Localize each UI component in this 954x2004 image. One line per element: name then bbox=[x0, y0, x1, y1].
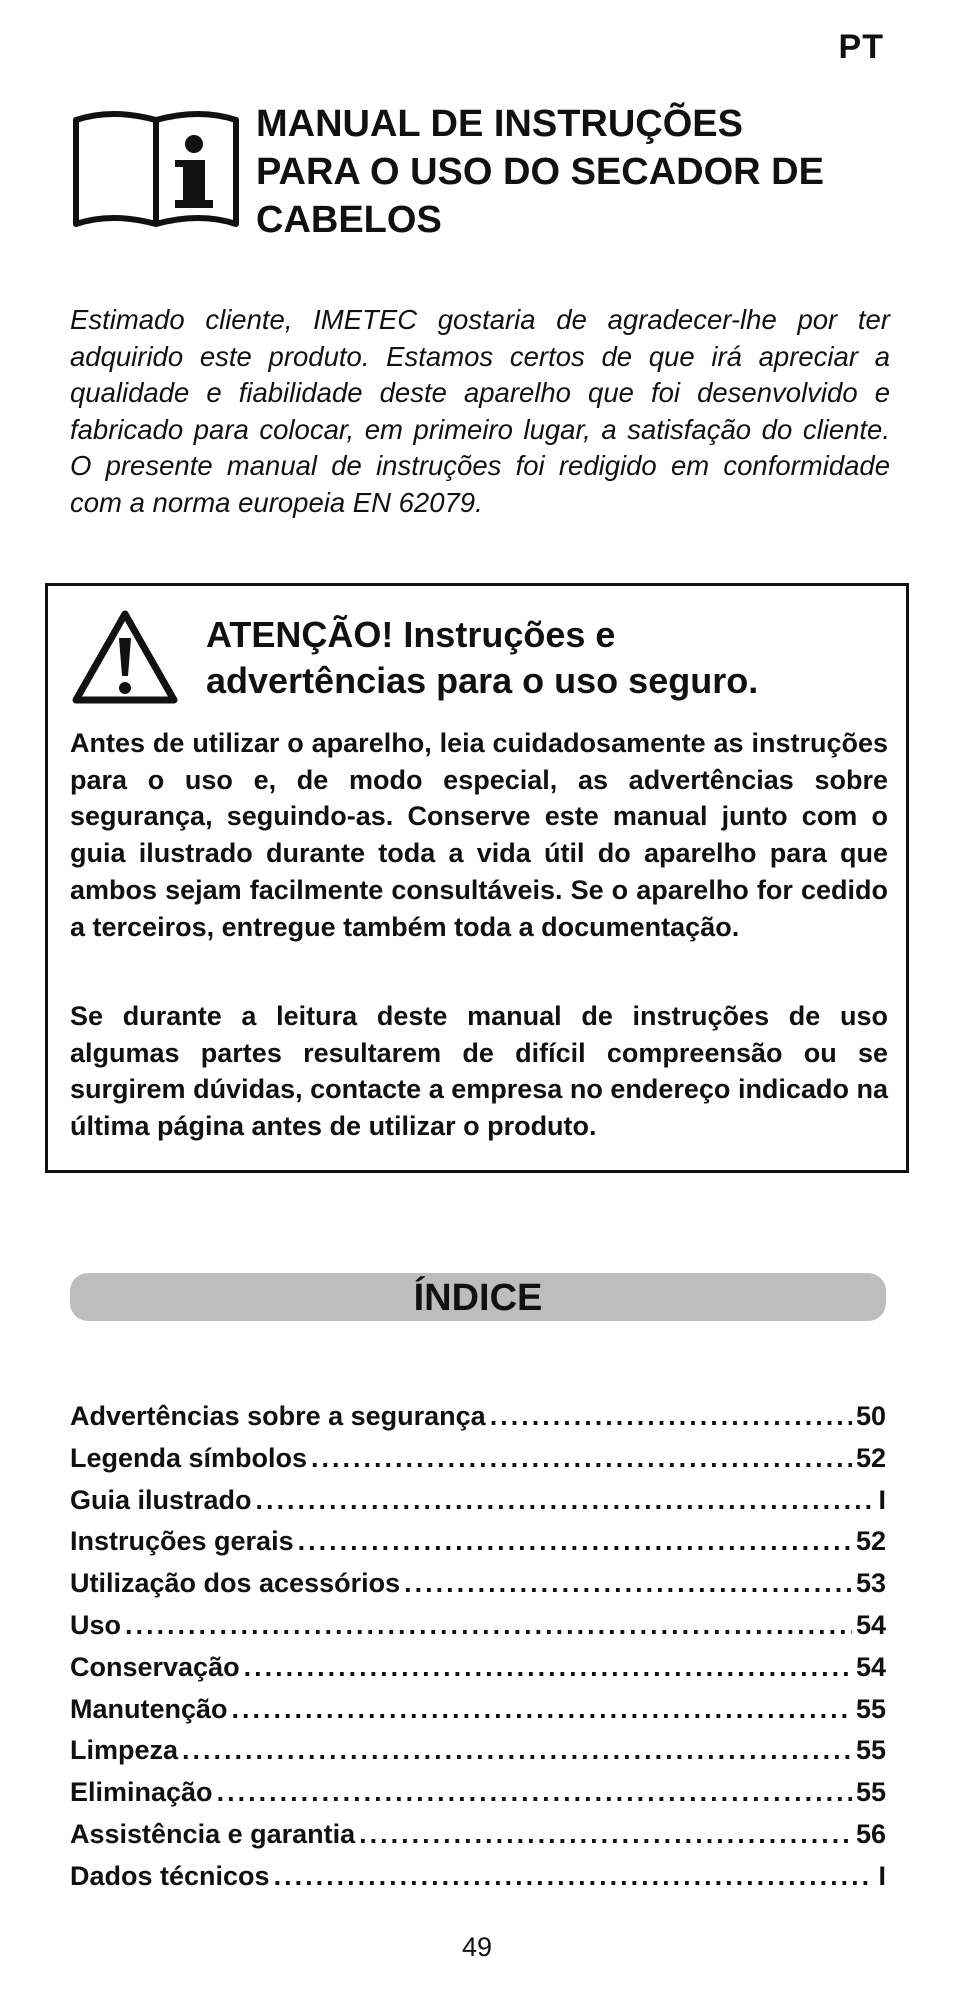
toc-item-label: Limpeza bbox=[70, 1735, 179, 1766]
toc-leader-dots bbox=[256, 1480, 875, 1522]
toc-item-page: 54 bbox=[855, 1651, 886, 1682]
warning-header bbox=[70, 608, 758, 708]
toc-item-label: Instruções gerais bbox=[70, 1526, 294, 1557]
toc-item-manutencao[interactable] bbox=[70, 1689, 886, 1731]
toc-leader-dots bbox=[404, 1563, 852, 1605]
language-code: PT bbox=[838, 28, 884, 66]
toc-leader-dots bbox=[244, 1647, 852, 1689]
toc-item-advertencias[interactable] bbox=[70, 1396, 886, 1438]
toc-item-label: Uso bbox=[70, 1609, 122, 1640]
toc-item-limpeza[interactable] bbox=[70, 1730, 886, 1772]
toc-leader-dots bbox=[311, 1438, 852, 1480]
toc-leader-dots bbox=[359, 1814, 852, 1856]
toc-item-uso[interactable] bbox=[70, 1605, 886, 1647]
toc-leader-dots bbox=[274, 1856, 875, 1898]
toc-item-assistencia[interactable] bbox=[70, 1814, 886, 1856]
toc-item-dados-tecnicos[interactable] bbox=[70, 1856, 886, 1898]
manual-header bbox=[70, 100, 890, 244]
toc-item-label: Dados técnicos bbox=[70, 1860, 270, 1891]
toc-item-page: 55 bbox=[855, 1777, 886, 1808]
intro-paragraph: Estimado cliente, IMETEC gostaria de agradecer-lhe por ter adquirido este produto. Estamos certos de que irá apreciar a qualidade e fiabilidade deste aparelho que foi desenvolvido e fabricado para colocar, em primeiro lugar, a satisfação do cliente. O presente manual de instruções foi redigido em conformidade com a norma europeia EN 62079. bbox=[70, 304, 890, 518]
toc-item-label: Manutenção bbox=[70, 1693, 228, 1724]
warning-triangle-icon bbox=[70, 608, 180, 708]
toc-item-conservacao[interactable] bbox=[70, 1647, 886, 1689]
toc-item-instrucoes[interactable] bbox=[70, 1521, 886, 1563]
warning-paragraph-2: Se durante a leitura deste manual de instruções de uso algumas partes resultarem de difícil compreensão ou se surgirem dúvidas, contacte a empresa no endereço indicado na última página antes de utilizar o produto. bbox=[70, 1001, 888, 1142]
toc-item-page: 55 bbox=[855, 1693, 886, 1724]
index-title: ÍNDICE bbox=[413, 1277, 543, 1319]
toc-item-guia[interactable] bbox=[70, 1480, 886, 1522]
warning-paragraph-1: Antes de utilizar o aparelho, leia cuidadosamente as instruções para o uso e, de modo especial, as advertências sobre segurança, seguindo-as. Conserve este manual junto com o guia ilustrado durante toda a vida útil do aparelho para que ambos sejam facilmente consultáveis. Se o aparelho for cedido a terceiros, entregue também toda a documentação. bbox=[70, 728, 888, 942]
toc-leader-dots bbox=[125, 1605, 852, 1647]
toc-item-eliminacao[interactable] bbox=[70, 1772, 886, 1814]
toc-item-page: 50 bbox=[855, 1401, 886, 1431]
toc-leader-dots bbox=[182, 1730, 852, 1772]
toc-item-page: 52 bbox=[855, 1442, 886, 1473]
table-of-contents bbox=[70, 1396, 886, 1898]
toc-item-label: Utilização dos acessórios bbox=[70, 1568, 401, 1599]
toc-item-label: Conservação bbox=[70, 1651, 240, 1682]
toc-item-page: 52 bbox=[855, 1526, 886, 1557]
safety-warning-box bbox=[45, 583, 909, 1173]
manual-info-book-icon bbox=[70, 106, 242, 236]
toc-item-label: Guia ilustrado bbox=[70, 1484, 252, 1515]
index-header-bar bbox=[70, 1273, 886, 1321]
toc-item-label: Eliminação bbox=[70, 1777, 213, 1808]
toc-item-page: I bbox=[878, 1860, 886, 1891]
toc-item-label: Assistência e garantia bbox=[70, 1818, 356, 1849]
toc-leader-dots bbox=[298, 1521, 852, 1563]
toc-item-page: 56 bbox=[855, 1818, 886, 1849]
toc-item-acessorios[interactable] bbox=[70, 1563, 886, 1605]
toc-leader-dots bbox=[232, 1689, 852, 1731]
toc-item-page: 55 bbox=[855, 1735, 886, 1766]
page-number: 49 bbox=[461, 1932, 493, 1962]
toc-item-page: I bbox=[878, 1484, 886, 1515]
warning-title: ATENÇÃO! Instruções e advertências para o uso seguro. bbox=[206, 614, 759, 701]
toc-item-page: 54 bbox=[855, 1609, 886, 1640]
toc-leader-dots bbox=[217, 1772, 852, 1814]
toc-item-legenda[interactable] bbox=[70, 1438, 886, 1480]
toc-leader-dots bbox=[490, 1396, 852, 1438]
toc-item-label: Advertências sobre a segurança bbox=[70, 1401, 486, 1431]
manual-title: MANUAL DE INSTRUÇÕES PARA O USO DO SECADOR DE CABELOS bbox=[256, 103, 824, 241]
toc-item-label: Legenda símbolos bbox=[70, 1442, 308, 1473]
toc-item-page: 53 bbox=[855, 1568, 886, 1599]
